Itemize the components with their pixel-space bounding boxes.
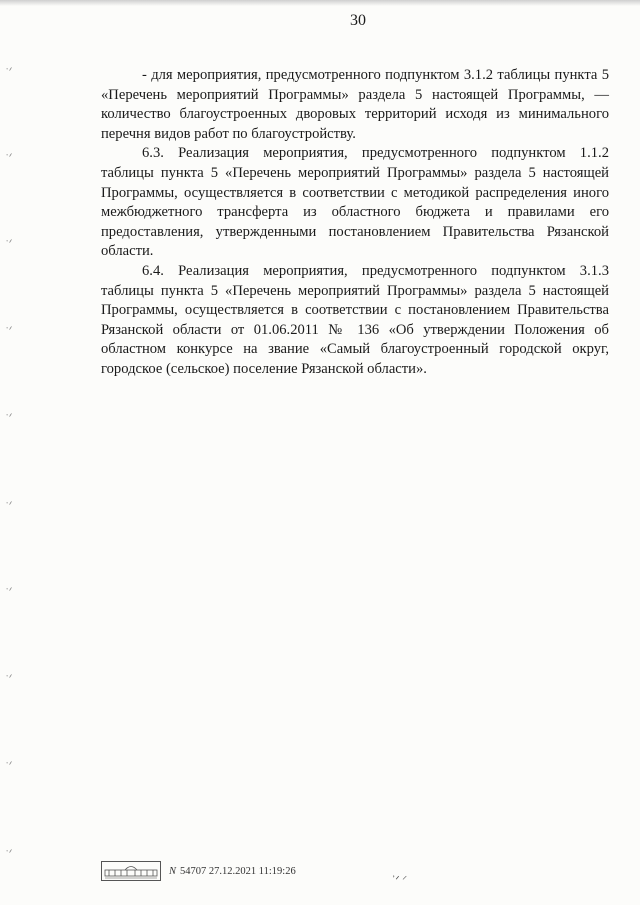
binding-mark: ᾿ᐟ <box>5 65 14 77</box>
binding-mark: ᾿ᐟ <box>5 847 14 859</box>
binding-mark: ᾿ᐟ <box>5 759 14 771</box>
paragraph-6-3: 6.3. Реализация мероприятия, предусмотренного подпунктом 1.1.2 таблицы пункта 5 «Перечень мероприятий Программы» раздела 5 настоящей Программы, осуществляется в соответствии с методикой распределения иного межбюджетного трансферта из областного бюджета и правилами его предоставления, утвержденными постановлением Правительства Рязанской области. <box>101 145 609 260</box>
handwritten-mark-icon: ᾿ᐟ ⸍ <box>392 875 408 886</box>
page-number: 30 <box>350 12 366 29</box>
binding-mark: ᾿ᐟ <box>5 237 14 249</box>
binding-mark: ᾿ᐟ <box>5 411 14 423</box>
document-body <box>101 66 609 380</box>
registration-number-date: 54707 27.12.2021 11:19:26 <box>180 865 296 877</box>
scan-top-edge <box>0 0 640 6</box>
registration-footer <box>101 860 296 882</box>
binding-mark: ᾿ᐟ <box>5 499 14 511</box>
binding-mark: ᾿ᐟ <box>5 324 14 336</box>
registry-logo-icon <box>101 861 161 881</box>
registration-stamp <box>169 866 296 877</box>
binding-mark: ᾿ᐟ <box>5 151 14 163</box>
binding-mark: ᾿ᐟ <box>5 672 14 684</box>
paragraph-6-4: 6.4. Реализация мероприятия, предусмотренного подпунктом 3.1.3 таблицы пункта 5 «Перечень мероприятий Программы» раздела 5 настоящей Программы, осуществляется в соответствии с постановлением Правительства Рязанской области от 01.06.2011 № 136 «Об утверждении Положения об областном конкурсе на звание «Самый благоустроенный городской округ, городское (сельское) поселение Рязанской области». <box>101 262 609 377</box>
registration-mark: N <box>169 865 177 877</box>
paragraph-measure-3-1-2: - для мероприятия, предусмотренного подпунктом 3.1.2 таблицы пункта 5 «Перечень мероприятий Программы» раздела 5 настоящей Программы, —количество благоустроенных дворовых территорий исходя из минимального перечня видов работ по благоустройству. <box>101 67 609 142</box>
binding-mark: ᾿ᐟ <box>5 585 14 597</box>
